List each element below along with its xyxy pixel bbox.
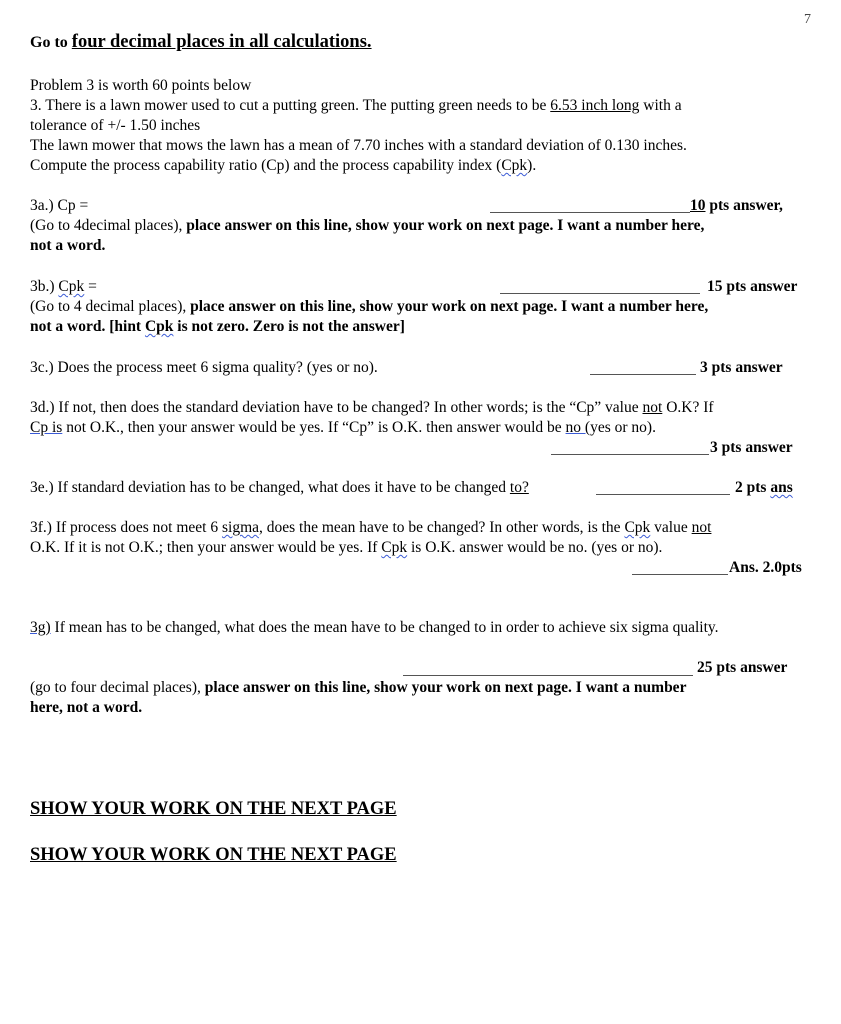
q3a-instruction: (Go to 4decimal places), place answer on this line, show your work on next page. I want a number here, [30,217,705,234]
header-instruction [30,32,372,53]
q3c-question: 3c.) Does the process meet 6 sigma quality? (yes or no). [30,359,378,376]
problem-line-1: 3. There is a lawn mower used to cut a putting green. The putting green needs to be 6.53 inch long with a [30,97,682,114]
q3b-answer-line[interactable] [500,293,700,294]
show-work-heading-2: SHOW YOUR WORK ON THE NEXT PAGE [30,845,397,865]
problem-line-2: tolerance of +/- 1.50 inches [30,117,201,134]
q3e-points: 2 pts ans [735,479,793,496]
q3e-answer-line[interactable] [596,494,730,495]
q3d-points: 3 pts answer [710,439,793,456]
q3a-label: 3a.) Cp = [30,197,89,214]
q3b-label: 3b.) Cpk = [30,278,97,295]
q3a-instruction-2: not a word. [30,237,106,254]
q3d-line-2: Cp is not O.K., then your answer would be yes. If “Cp” is O.K. then answer would be no (yes or no). [30,419,656,436]
q3b-points: 15 pts answer [707,278,798,295]
q3f-points: Ans. 2.0pts [729,559,802,576]
q3a-answer-line[interactable] [490,212,690,213]
q3f-line-2: O.K. If it is not O.K.; then your answer would be yes. If Cpk is O.K. answer would be no. (yes or no). [30,539,663,556]
q3g-question: 3g) If mean has to be changed, what does the mean have to be changed to in order to achieve six sigma quality. [30,619,719,636]
spec-length: 6.53 inch long [550,97,640,114]
q3g-points: 25 pts answer [697,659,788,676]
q3a-points: 10 pts answer, [690,197,783,214]
header-emphasis: four decimal places in all calculations. [71,32,372,52]
q3b-instruction: (Go to 4 decimal places), place answer on this line, show your work on next page. I want a number here, [30,298,709,315]
q3g-instruction: (go to four decimal places), place answer on this line, show your work on next page. I want a number [30,679,687,696]
problem-title: Problem 3 is worth 60 points below [30,77,252,94]
q3f-line-1: 3f.) If process does not meet 6 sigma, does the mean have to be changed? In other words, is the Cpk value not [30,519,712,536]
q3c-points: 3 pts answer [700,359,783,376]
header-prefix: Go to [30,34,72,51]
page-number: 7 [804,12,811,27]
problem-line-4: Compute the process capability ratio (Cp) and the process capability index (Cpk). [30,157,537,174]
q3c-answer-line[interactable] [590,374,696,375]
show-work-heading-1: SHOW YOUR WORK ON THE NEXT PAGE [30,799,397,819]
problem-line-3: The lawn mower that mows the lawn has a mean of 7.70 inches with a standard deviation of 0.130 inches. [30,137,687,154]
q3g-answer-line[interactable] [403,675,693,676]
q3d-answer-line[interactable] [551,454,709,455]
cpk-term: Cpk [501,157,528,174]
q3e-question: 3e.) If standard deviation has to be changed, what does it have to be changed to? [30,479,529,496]
q3d-line-1: 3d.) If not, then does the standard deviation have to be changed? In other words; is the “Cp” value not O.K? If [30,399,714,416]
q3g-instruction-2: here, not a word. [30,699,143,716]
q3b-hint: not a word. [hint Cpk is not zero. Zero is not the answer] [30,318,405,335]
q3f-answer-line[interactable] [632,574,728,575]
